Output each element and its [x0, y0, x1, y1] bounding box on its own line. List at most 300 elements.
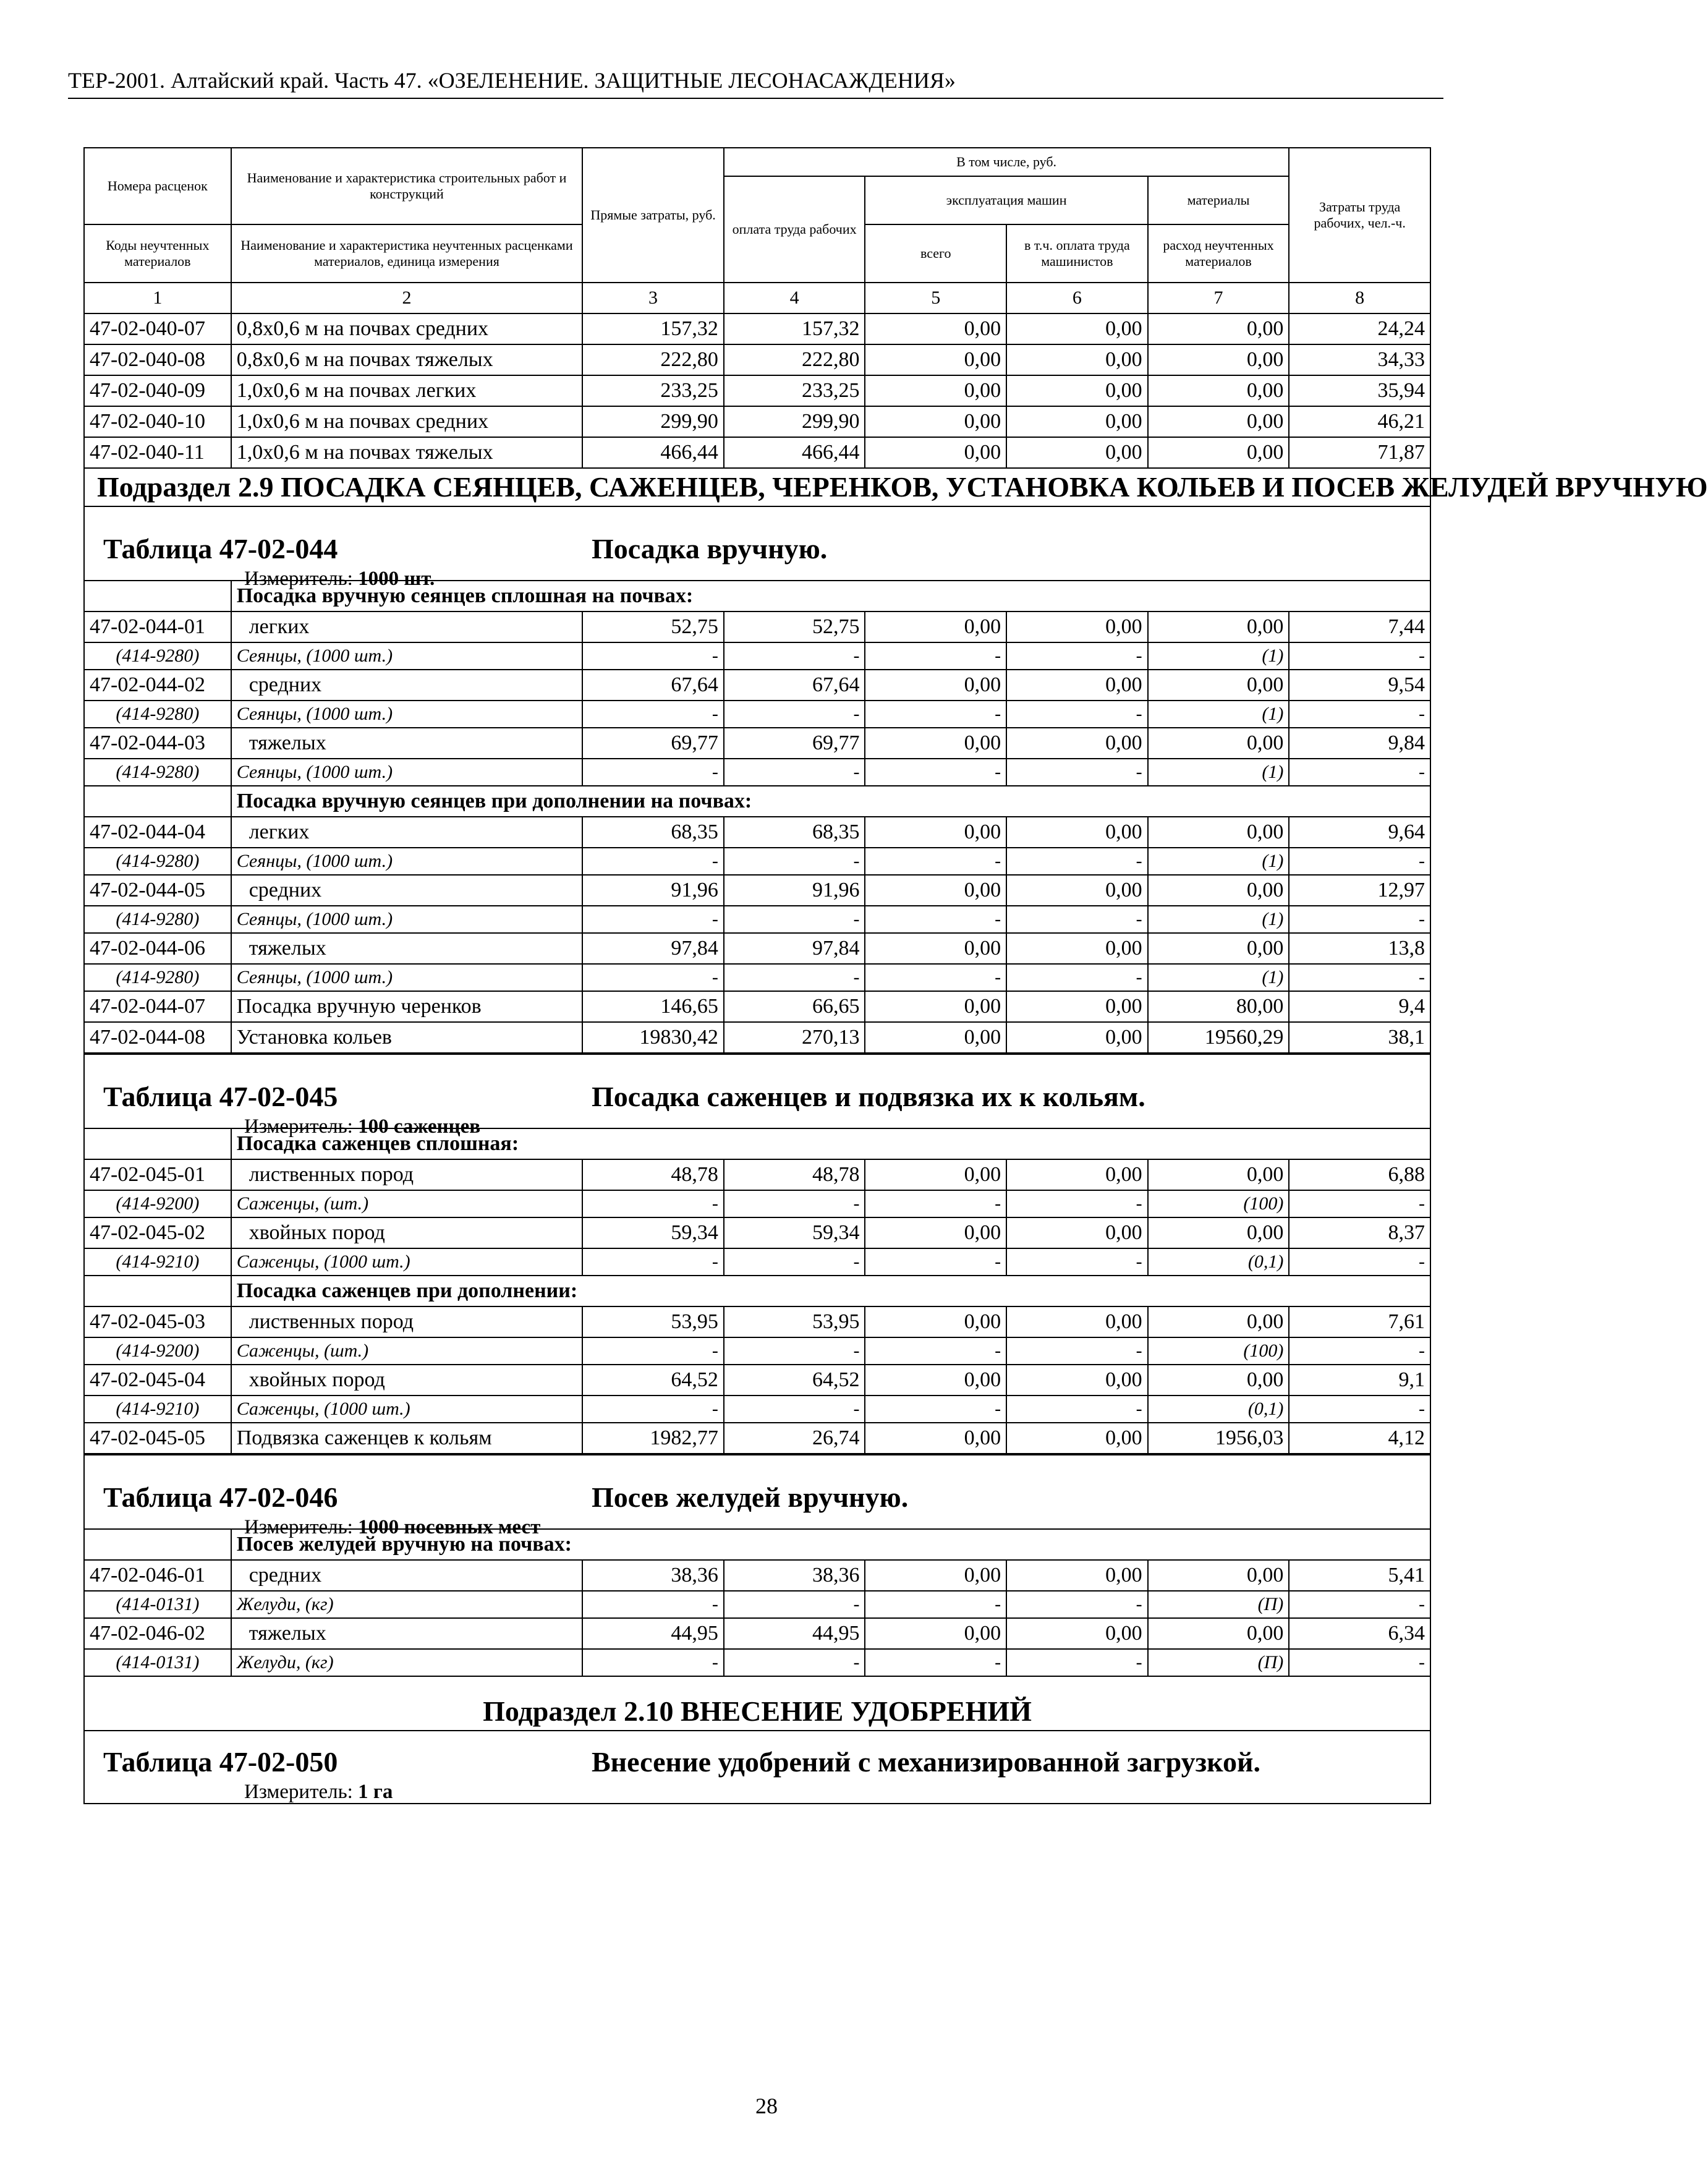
material-code: (414-9210)	[84, 1248, 231, 1276]
rate-value: 52,75	[582, 611, 724, 642]
rate-name: тяжелых	[231, 728, 583, 759]
table-heading	[84, 1054, 1430, 1138]
dash-cell: -	[1006, 1248, 1148, 1276]
rate-value: 13,8	[1289, 933, 1430, 964]
rate-name: 1,0x0,6 м на почвах тяжелых	[231, 437, 583, 468]
machines-header: эксплуатация машин	[865, 176, 1147, 224]
rate-value: 0,00	[1148, 313, 1289, 344]
rate-code: 47-02-045-05	[84, 1423, 231, 1454]
rate-value: 48,78	[582, 1159, 724, 1190]
dash-cell: -	[724, 759, 865, 786]
material-row	[84, 1591, 1430, 1618]
measure-value: 1000 шт.	[358, 568, 435, 590]
measure-value: 100 саженцев	[358, 1115, 481, 1138]
rate-code: 47-02-044-08	[84, 1022, 231, 1053]
rate-row	[84, 1306, 1430, 1337]
rate-value: 0,00	[1148, 1365, 1289, 1396]
rate-value: 64,52	[724, 1365, 865, 1396]
rate-code: 47-02-046-02	[84, 1618, 231, 1649]
rate-code: 47-02-044-04	[84, 817, 231, 848]
rate-value: 24,24	[1289, 313, 1430, 344]
material-amount: (0,1)	[1148, 1248, 1289, 1276]
rate-value: 0,00	[865, 406, 1006, 437]
dash-cell: -	[724, 848, 865, 875]
group-spacer	[84, 1529, 231, 1560]
rate-name: Посадка вручную черенков	[231, 991, 583, 1022]
dash-cell: -	[582, 759, 724, 786]
dash-cell: -	[865, 1649, 1006, 1676]
rate-row	[84, 1618, 1430, 1649]
column-number: 5	[865, 283, 1006, 313]
material-name: Саженцы, (1000 шт.)	[231, 1248, 583, 1276]
rate-value: 0,00	[1006, 1423, 1148, 1454]
rate-value: 222,80	[582, 344, 724, 375]
dash-cell: -	[724, 701, 865, 728]
rate-value: 12,97	[1289, 875, 1430, 906]
dash-cell: -	[1006, 964, 1148, 991]
material-code: (414-9210)	[84, 1396, 231, 1423]
rate-row	[84, 1022, 1430, 1053]
measure-value: 1 га	[358, 1781, 393, 1803]
material-amount: (1)	[1148, 642, 1289, 670]
dash-cell: -	[582, 848, 724, 875]
rate-name: 1,0x0,6 м на почвах средних	[231, 406, 583, 437]
group-title: Посадка вручную сеянцев сплошная на почвах:	[231, 581, 1430, 611]
rate-value: 66,65	[724, 991, 865, 1022]
rate-value: 0,00	[865, 1618, 1006, 1649]
rate-value: 0,00	[865, 375, 1006, 406]
rate-value: 0,00	[1148, 817, 1289, 848]
rate-value: 0,00	[1148, 670, 1289, 701]
rate-value: 0,00	[865, 933, 1006, 964]
dash-cell: -	[865, 964, 1006, 991]
column-number: 7	[1148, 283, 1289, 313]
dash-cell: -	[1006, 1337, 1148, 1365]
rate-row	[84, 611, 1430, 642]
rate-value: 52,75	[724, 611, 865, 642]
measure-label: Измеритель:	[244, 1516, 353, 1538]
rate-value: 7,44	[1289, 611, 1430, 642]
rate-value: 0,00	[1006, 344, 1148, 375]
rate-value: 233,25	[724, 375, 865, 406]
running-header: ТЕР-2001. Алтайский край. Часть 47. «ОЗЕЛЕНЕНИЕ. ЗАЩИТНЫЕ ЛЕСОНАСАЖДЕНИЯ»	[68, 67, 1443, 99]
rate-row	[84, 1159, 1430, 1190]
rate-value: 0,00	[1006, 1022, 1148, 1053]
material-amount: (1)	[1148, 701, 1289, 728]
dash-cell: -	[582, 1190, 724, 1217]
rate-row	[84, 875, 1430, 906]
rate-value: 46,21	[1289, 406, 1430, 437]
col-code2-header: Коды неучтенных материалов	[84, 224, 231, 283]
dash-cell: -	[1006, 759, 1148, 786]
page-number: 28	[755, 2094, 778, 2118]
col-code-header: Номера расценок	[84, 148, 231, 224]
machines-total-header: всего	[865, 224, 1006, 283]
material-amount: (1)	[1148, 848, 1289, 875]
rate-name: средних	[231, 1560, 583, 1591]
rate-value: 0,00	[1148, 437, 1289, 468]
rate-row	[84, 670, 1430, 701]
rate-name: 0,8x0,6 м на почвах тяжелых	[231, 344, 583, 375]
rate-value: 0,00	[1148, 344, 1289, 375]
dash-cell: -	[724, 964, 865, 991]
rate-value: 0,00	[1006, 670, 1148, 701]
rate-name: лиственных пород	[231, 1306, 583, 1337]
rate-value: 53,95	[724, 1306, 865, 1337]
dash-cell: -	[865, 1337, 1006, 1365]
dash-cell: -	[724, 1396, 865, 1423]
rate-name: Подвязка саженцев к кольям	[231, 1423, 583, 1454]
rate-code: 47-02-044-06	[84, 933, 231, 964]
material-row	[84, 759, 1430, 786]
material-name: Сеянцы, (1000 шт.)	[231, 964, 583, 991]
material-name: Сеянцы, (1000 шт.)	[231, 848, 583, 875]
material-amount: (1)	[1148, 759, 1289, 786]
material-name: Саженцы, (шт.)	[231, 1190, 583, 1217]
dash-cell: -	[1289, 759, 1430, 786]
dash-cell: -	[1289, 1591, 1430, 1618]
rate-value: 59,34	[582, 1217, 724, 1248]
dash-cell: -	[582, 1248, 724, 1276]
rate-value: 233,25	[582, 375, 724, 406]
material-row	[84, 642, 1430, 670]
material-code: (414-9280)	[84, 848, 231, 875]
rate-value: 0,00	[1148, 1159, 1289, 1190]
rate-value: 0,00	[1148, 1306, 1289, 1337]
rate-name: средних	[231, 670, 583, 701]
material-code: (414-0131)	[84, 1649, 231, 1676]
measure-unit	[244, 1114, 480, 1139]
rate-code: 47-02-044-03	[84, 728, 231, 759]
rate-value: 69,77	[724, 728, 865, 759]
group-row	[84, 786, 1430, 817]
rate-value: 466,44	[724, 437, 865, 468]
section-row	[84, 468, 1430, 506]
rate-value: 44,95	[724, 1618, 865, 1649]
rate-row	[84, 817, 1430, 848]
measure-value: 1000 посевных мест	[358, 1516, 541, 1538]
table-heading	[84, 1731, 1430, 1804]
dash-cell: -	[582, 1337, 724, 1365]
rate-value: 0,00	[1006, 991, 1148, 1022]
table-name: Таблица 47-02-045	[103, 1081, 338, 1112]
material-row	[84, 1190, 1430, 1217]
rate-value: 91,96	[724, 875, 865, 906]
materials-header: материалы	[1148, 176, 1289, 224]
dash-cell: -	[582, 1591, 724, 1618]
dash-cell: -	[582, 906, 724, 933]
dash-cell: -	[1006, 848, 1148, 875]
section-row	[84, 1676, 1430, 1731]
rate-value: 146,65	[582, 991, 724, 1022]
dash-cell: -	[582, 1649, 724, 1676]
rate-name: легких	[231, 817, 583, 848]
unaccounted-header: расход неучтенных материалов	[1148, 224, 1289, 283]
rate-value: 0,00	[865, 875, 1006, 906]
material-code: (414-9200)	[84, 1190, 231, 1217]
rate-row	[84, 933, 1430, 964]
rate-value: 19830,42	[582, 1022, 724, 1053]
rate-value: 9,1	[1289, 1365, 1430, 1396]
material-amount: (100)	[1148, 1337, 1289, 1365]
header-row	[84, 148, 1430, 176]
rate-code: 47-02-040-07	[84, 313, 231, 344]
rate-value: 222,80	[724, 344, 865, 375]
group-spacer	[84, 1276, 231, 1306]
material-row	[84, 906, 1430, 933]
rate-row	[84, 406, 1430, 437]
dash-cell: -	[1289, 906, 1430, 933]
rate-value: 9,64	[1289, 817, 1430, 848]
material-row	[84, 701, 1430, 728]
rate-name: тяжелых	[231, 1618, 583, 1649]
rate-row	[84, 437, 1430, 468]
rate-value: 19560,29	[1148, 1022, 1289, 1053]
dash-cell: -	[865, 701, 1006, 728]
dash-cell: -	[1006, 1649, 1148, 1676]
rate-value: 0,00	[1006, 437, 1148, 468]
rate-value: 0,00	[1148, 728, 1289, 759]
material-name: Сеянцы, (1000 шт.)	[231, 701, 583, 728]
table-name: Таблица 47-02-044	[103, 533, 338, 565]
group-title: Посев желудей вручную на почвах:	[231, 1529, 1430, 1560]
rate-value: 38,36	[582, 1560, 724, 1591]
dash-cell: -	[724, 1190, 865, 1217]
dash-cell: -	[1006, 1591, 1148, 1618]
rate-value: 8,37	[1289, 1217, 1430, 1248]
rate-code: 47-02-045-04	[84, 1365, 231, 1396]
table-title: Посадка саженцев и подвязка их к кольям.	[592, 1081, 1145, 1112]
dash-cell: -	[1289, 1396, 1430, 1423]
rate-value: 0,00	[865, 1365, 1006, 1396]
material-code: (414-9280)	[84, 759, 231, 786]
group-spacer	[84, 786, 231, 817]
dash-cell: -	[865, 848, 1006, 875]
rate-value: 0,00	[1006, 1306, 1148, 1337]
dash-cell: -	[1289, 1190, 1430, 1217]
dash-cell: -	[1006, 642, 1148, 670]
section-2-10-title: Подраздел 2.10 ВНЕСЕНИЕ УДОБРЕНИЙ	[84, 1676, 1430, 1731]
rate-value: 0,00	[1006, 313, 1148, 344]
operators-pay-header: в т.ч. оплата труда машинистов	[1006, 224, 1148, 283]
rate-value: 44,95	[582, 1618, 724, 1649]
dash-cell: -	[582, 701, 724, 728]
dash-cell: -	[865, 1591, 1006, 1618]
rate-value: 9,4	[1289, 991, 1430, 1022]
dash-cell: -	[1289, 642, 1430, 670]
rate-value: 0,00	[1006, 728, 1148, 759]
rate-code: 47-02-040-08	[84, 344, 231, 375]
rate-value: 0,00	[865, 1560, 1006, 1591]
column-number: 2	[231, 283, 583, 313]
rate-name: легких	[231, 611, 583, 642]
dash-cell: -	[1006, 1396, 1148, 1423]
rate-value: 4,12	[1289, 1423, 1430, 1454]
rate-code: 47-02-044-02	[84, 670, 231, 701]
rate-value: 0,00	[865, 1306, 1006, 1337]
rate-name: 1,0x0,6 м на почвах легких	[231, 375, 583, 406]
rate-value: 0,00	[865, 344, 1006, 375]
col-name2-header: Наименование и характеристика неучтенных расценками материалов, единица измерения	[231, 224, 583, 283]
material-amount: (1)	[1148, 964, 1289, 991]
dash-cell: -	[1006, 701, 1148, 728]
group-title: Посадка саженцев при дополнении:	[231, 1276, 1430, 1306]
section-2-9-title: Подраздел 2.9 ПОСАДКА СЕЯНЦЕВ, САЖЕНЦЕВ, ЧЕРЕНКОВ, УСТАНОВКА КОЛЬЕВ И ПОСЕВ ЖЕЛУДЕЙ ВРУЧНУЮ	[84, 468, 1430, 506]
table-name: Таблица 47-02-050	[103, 1746, 338, 1778]
group-title: Посадка саженцев сплошная:	[231, 1128, 1430, 1159]
rate-code: 47-02-040-11	[84, 437, 231, 468]
rate-value: 0,00	[1006, 1618, 1148, 1649]
rate-value: 5,41	[1289, 1560, 1430, 1591]
table-title-row	[84, 1731, 1430, 1804]
dash-cell: -	[1289, 848, 1430, 875]
column-number-row	[84, 283, 1430, 313]
dash-cell: -	[1289, 701, 1430, 728]
rate-value: 0,00	[1148, 375, 1289, 406]
rate-value: 38,1	[1289, 1022, 1430, 1053]
dash-cell: -	[582, 1396, 724, 1423]
rate-row	[84, 1365, 1430, 1396]
rate-row	[84, 344, 1430, 375]
rate-value: 38,36	[724, 1560, 865, 1591]
rate-code: 47-02-044-05	[84, 875, 231, 906]
rate-row	[84, 728, 1430, 759]
rate-code: 47-02-044-01	[84, 611, 231, 642]
material-code: (414-9200)	[84, 1337, 231, 1365]
dash-cell: -	[865, 1190, 1006, 1217]
rate-value: 1982,77	[582, 1423, 724, 1454]
rate-value: 67,64	[724, 670, 865, 701]
material-row	[84, 964, 1430, 991]
material-code: (414-9280)	[84, 964, 231, 991]
material-code: (414-9280)	[84, 701, 231, 728]
rate-value: 0,00	[1006, 375, 1148, 406]
rate-value: 67,64	[582, 670, 724, 701]
rate-value: 71,87	[1289, 437, 1430, 468]
col-name-header: Наименование и характеристика строительных работ и конструкций	[231, 148, 583, 224]
rate-row	[84, 375, 1430, 406]
rate-value: 7,61	[1289, 1306, 1430, 1337]
rate-name: 0,8x0,6 м на почвах средних	[231, 313, 583, 344]
rate-value: 0,00	[1006, 875, 1148, 906]
rate-value: 68,35	[724, 817, 865, 848]
rate-value: 26,74	[724, 1423, 865, 1454]
material-row	[84, 1649, 1430, 1676]
rate-value: 0,00	[1148, 933, 1289, 964]
rate-value: 0,00	[865, 437, 1006, 468]
dash-cell: -	[865, 642, 1006, 670]
rate-value: 0,00	[865, 1423, 1006, 1454]
rate-row	[84, 991, 1430, 1022]
material-row	[84, 1337, 1430, 1365]
rate-code: 47-02-045-02	[84, 1217, 231, 1248]
rate-value: 0,00	[1148, 611, 1289, 642]
rate-value: 48,78	[724, 1159, 865, 1190]
group-spacer	[84, 581, 231, 611]
rate-code: 47-02-045-03	[84, 1306, 231, 1337]
rate-value: 91,96	[582, 875, 724, 906]
measure-label: Измеритель:	[244, 1781, 353, 1803]
dash-cell: -	[1006, 906, 1148, 933]
column-number: 3	[582, 283, 724, 313]
dash-cell: -	[724, 1337, 865, 1365]
rate-value: 0,00	[865, 313, 1006, 344]
table-title-row	[84, 506, 1430, 581]
material-code: (414-0131)	[84, 1591, 231, 1618]
dash-cell: -	[724, 642, 865, 670]
rate-value: 97,84	[582, 933, 724, 964]
material-name: Саженцы, (шт.)	[231, 1337, 583, 1365]
material-row	[84, 848, 1430, 875]
rate-value: 270,13	[724, 1022, 865, 1053]
column-number: 6	[1006, 283, 1148, 313]
rate-value: 59,34	[724, 1217, 865, 1248]
rate-value: 299,90	[582, 406, 724, 437]
group-row	[84, 1276, 1430, 1306]
rate-value: 53,95	[582, 1306, 724, 1337]
dash-cell: -	[724, 906, 865, 933]
material-name: Сеянцы, (1000 шт.)	[231, 642, 583, 670]
column-number: 4	[724, 283, 865, 313]
rate-value: 0,00	[1006, 1560, 1148, 1591]
rate-value: 64,52	[582, 1365, 724, 1396]
rate-value: 0,00	[1148, 406, 1289, 437]
material-name: Желуди, (кг)	[231, 1649, 583, 1676]
measure-label: Измеритель:	[244, 1115, 353, 1138]
rate-value: 157,32	[582, 313, 724, 344]
rate-name: хвойных пород	[231, 1217, 583, 1248]
rate-value: 0,00	[1006, 611, 1148, 642]
table-title: Внесение удобрений с механизированной загрузкой.	[592, 1746, 1261, 1778]
rate-value: 0,00	[865, 1217, 1006, 1248]
rate-value: 0,00	[1006, 1217, 1148, 1248]
rate-code: 47-02-040-09	[84, 375, 231, 406]
table-heading	[84, 1455, 1430, 1538]
rate-row	[84, 1423, 1430, 1454]
dash-cell: -	[724, 1248, 865, 1276]
rate-value: 0,00	[865, 611, 1006, 642]
labor-pay-header: оплата труда рабочих	[724, 176, 865, 283]
table-title: Посадка вручную.	[592, 533, 828, 565]
material-name: Саженцы, (1000 шт.)	[231, 1396, 583, 1423]
measure-unit	[244, 566, 435, 591]
table-heading	[84, 506, 1430, 590]
dash-cell: -	[865, 1248, 1006, 1276]
rate-value: 0,00	[1006, 817, 1148, 848]
col-labor-cost-header: Затраты труда рабочих, чел.-ч.	[1289, 148, 1430, 283]
rate-row	[84, 1217, 1430, 1248]
rate-value: 0,00	[865, 991, 1006, 1022]
rate-value: 0,00	[1006, 1159, 1148, 1190]
dash-cell: -	[724, 1649, 865, 1676]
rate-code: 47-02-044-07	[84, 991, 231, 1022]
rate-value: 0,00	[865, 1159, 1006, 1190]
rate-value: 0,00	[1006, 1365, 1148, 1396]
group-title: Посадка вручную сеянцев при дополнении на почвах:	[231, 786, 1430, 817]
rate-value: 1956,03	[1148, 1423, 1289, 1454]
dash-cell: -	[724, 1591, 865, 1618]
material-amount: (П)	[1148, 1591, 1289, 1618]
dash-cell: -	[1006, 1190, 1148, 1217]
rates-table	[83, 147, 1708, 1804]
material-amount: (1)	[1148, 906, 1289, 933]
dash-cell: -	[1289, 1248, 1430, 1276]
rate-value: 0,00	[1148, 1560, 1289, 1591]
measure-unit	[244, 1515, 540, 1540]
column-number: 8	[1289, 283, 1430, 313]
rate-value: 0,00	[1006, 406, 1148, 437]
rate-value: 0,00	[1148, 875, 1289, 906]
